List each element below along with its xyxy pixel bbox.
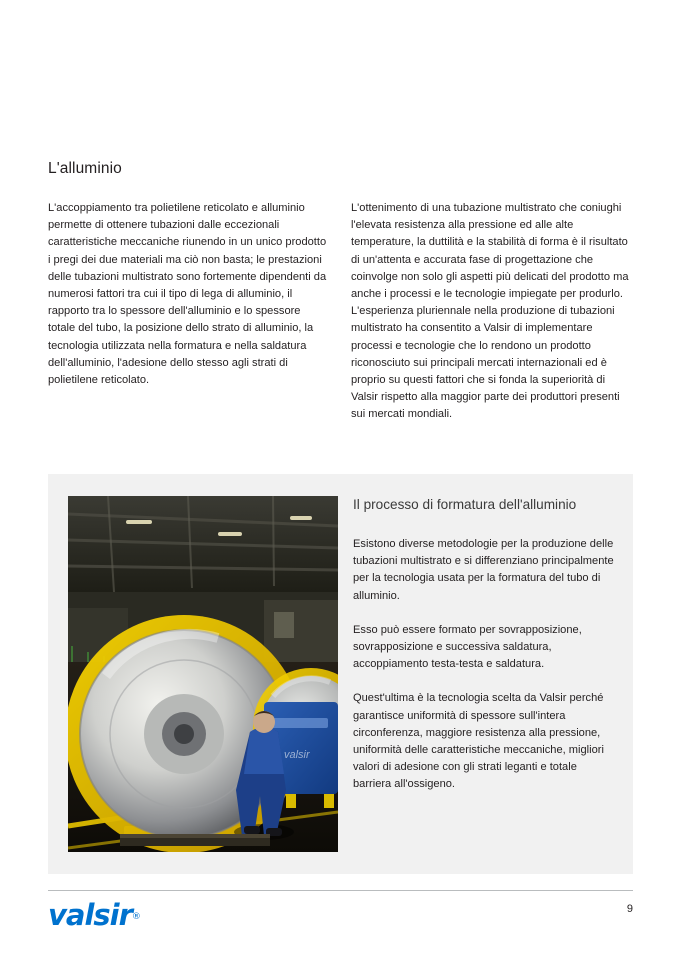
article-paragraph: L'esperienza pluriennale nella produzione di tubazioni multistrato ha consentito a Valsir di implementare processi e tecnologie che lo rendono un prodotto riconosciuto sui principali mercati internazionali ed è proprio su questi fattori che si fonda la superiorità di Valsir rispetto alla maggior parte dei produttori presenti sui mercati mondiali. bbox=[351, 305, 620, 421]
feature-paragraph: Esso può essere formato per sovrapposizione, sovrapposizione e successiva saldatura, accoppiamento testa-testa e saldatura. bbox=[353, 623, 582, 671]
feature-text-block bbox=[353, 496, 615, 794]
article-column-right bbox=[351, 200, 632, 424]
svg-text:valsir: valsir bbox=[284, 749, 310, 761]
logo-wordmark: valsir bbox=[48, 898, 132, 932]
article-column-left bbox=[48, 200, 329, 424]
feature-paragraph: Esistono diverse metodologie per la produzione delle tubazioni multistrato e si differenziano principalmente per la tecnologia usata per la formatura del tubo di alluminio. bbox=[353, 538, 614, 602]
valsir-logo bbox=[48, 898, 248, 932]
feature-photo bbox=[68, 496, 338, 852]
article-paragraph: L'ottenimento di una tubazione multistrato che coniughi l'elevata resistenza alla pressione ed alle alte temperature, la duttilità e la stabilità di forma è il risultato di un'attenta e accurata fase di progettazione che coinvolge non solo gli aspetti più delicati del prodotto ma anche i processi e le tecnologie impiegate per produrlo. bbox=[351, 202, 629, 301]
page-title: L'alluminio bbox=[48, 160, 122, 177]
factory-photo-illustration bbox=[68, 496, 338, 852]
feature-title: Il processo di formatura dell'alluminio bbox=[353, 497, 577, 512]
article-columns bbox=[48, 200, 633, 424]
feature-paragraph: Quest'ultima è la tecnologia scelta da Valsir perché garantisce uniformità di spessore sull'intera circonferenza, maggiore resistenza alla pressione, uniformità delle caratteristiche meccaniche, migliori valori di adesione con gli strati leganti e totale barriera all'ossigeno. bbox=[353, 692, 604, 791]
article-section bbox=[48, 160, 633, 424]
page-number: 9 bbox=[626, 903, 633, 915]
logo-registered-mark: ® bbox=[131, 911, 141, 922]
feature-panel bbox=[48, 474, 633, 874]
footer-divider bbox=[48, 890, 633, 891]
article-paragraph: L'accoppiamento tra polietilene reticolato e alluminio permette di ottenere tubazioni dalle eccezionali caratteristiche meccaniche riunendo in un unico prodotto i pregi dei due materiali ma ciò non basta; le prestazioni delle tubazioni multistrato sono fortemente dipendenti da numerosi fattori tra cui il tipo di lega di alluminio, il rapporto tra lo spessore dell'alluminio e lo spessore totale del tubo, la posizione dello strato di alluminio, la tecnologia utilizzata nella formatura e nella saldatura dell'alluminio, l'adesione dello stesso agli strati di polietilene reticolato. bbox=[48, 202, 327, 387]
